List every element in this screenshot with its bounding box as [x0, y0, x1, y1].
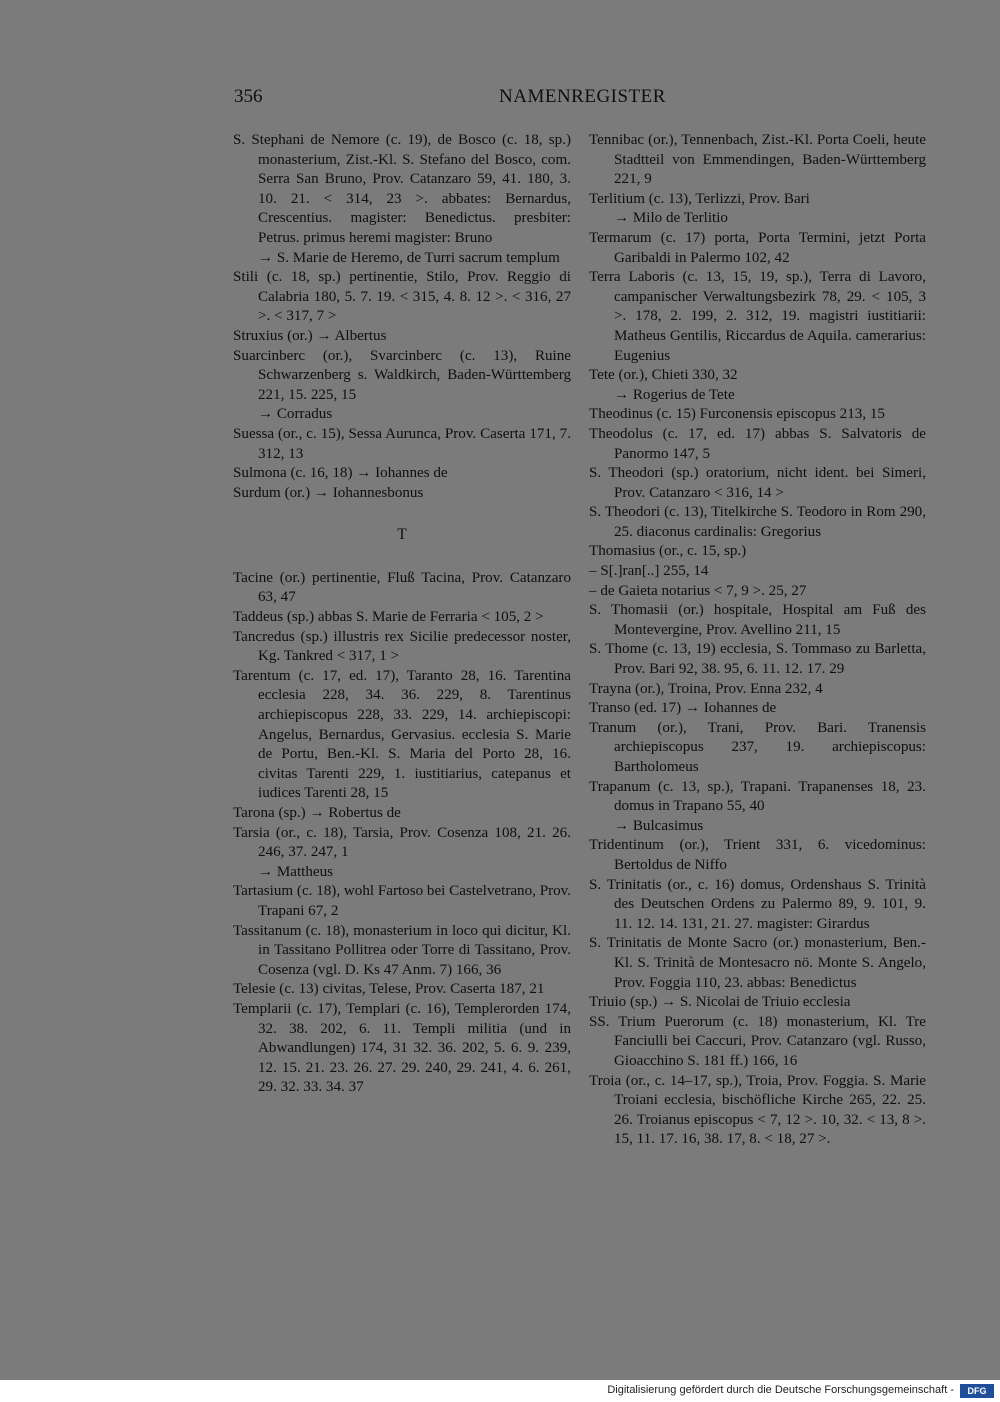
index-entry: S. Thome (c. 13, 19) ecclesia, S. Tommaso zu Barletta, Prov. Bari 92, 38. 95, 6. 11. 12. 17. 29: [589, 641, 926, 678]
index-entry: Surdum (or.) → Iohannesbonus: [233, 484, 424, 501]
index-entry: Triuio (sp.) → S. Nicolai de Triuio ecclesia: [589, 994, 851, 1011]
cross-reference: → Mattheus: [258, 863, 334, 880]
cross-reference: → Rogerius de Tete: [614, 386, 735, 403]
index-entry: SS. Trium Puerorum (c. 18) monasterium, Kl. Tre Fanciulli bei Caccuri, Prov. Catanzaro (vgl. Russo, Gioacchino S. 181 ff.) 166, 16: [589, 1013, 926, 1069]
index-entry: Troia (or., c. 14–17, sp.), Troia, Prov. Foggia. S. Marie Troiani ecclesia, bischöfliche Kirche 265, 22. 25. 26. Troianus episcopus < 7, 12 >. 10, 32. < 13, 8 >. 15, 11. 17. 16, 38. 17, 8. < 18, 27 >.: [589, 1072, 926, 1148]
funding-notice: Digitalisierung gefördert durch die Deutsche Forschungsgemeinschaft -: [607, 1384, 954, 1396]
index-entry: Terlitium (c. 13), Terlizzi, Prov. Bari: [589, 190, 810, 207]
cross-reference: → Milo de Terlitio: [614, 210, 728, 227]
right-column: [589, 131, 926, 1150]
index-entry: S. Trinitatis (or., c. 16) domus, Ordenshaus S. Trinità des Deutschen Ordens zu Palermo 89, 9. 101, 9. 11. 12. 14. 131, 21. 27. magister: Girardus: [589, 876, 926, 932]
index-entry: Tartasium (c. 18), wohl Fartoso bei Castelvetrano, Prov. Trapani 67, 2: [233, 883, 571, 919]
running-head: NAMENREGISTER: [499, 86, 666, 107]
index-entry: Tridentinum (or.), Trient 331, 6. vicedominus: Bertoldus de Niffo: [589, 837, 926, 873]
index-entry: Terra Laboris (c. 13, 15, 19, sp.), Terra di Lavoro, campanischer Verwaltungsbezirk 78, 29. < 105, 3 >. 178, 2. 199, 2. 312, 19. magistri iustitiarii: Matheus Gentilis, Riccardus de Aquila. camerarius: Eugenius: [589, 269, 926, 364]
sub-entry: – de Gaieta notarius < 7, 9 >. 25, 27: [589, 582, 807, 599]
index-entry: Tancredus (sp.) illustris rex Sicilie predecessor noster, Kg. Tankred < 317, 1 >: [233, 628, 571, 665]
index-entry: Tarona (sp.) → Robertus de: [233, 805, 401, 821]
index-entry: Termarum (c. 17) porta, Porta Termini, jetzt Porta Garibaldi in Palermo 102, 42: [589, 229, 926, 266]
index-entry: Thomasius (or., c. 15, sp.): [589, 543, 747, 560]
index-entry: Struxius (or.) → Albertus: [233, 327, 387, 344]
index-entry: Theodinus (c. 15) Furconensis episcopus 213, 15: [589, 406, 885, 423]
index-entry: Tacine (or.) pertinentie, Fluß Tacina, Prov. Catanzaro 63, 47: [233, 569, 571, 606]
index-entry: Tarsia (or., c. 18), Tarsia, Prov. Cosenza 108, 21. 26. 246, 37. 247, 1: [233, 824, 571, 861]
left-column: [233, 131, 571, 1098]
index-entry: Templarii (c. 17), Templari (c. 16), Templerorden 174, 32. 38. 202, 6. 11. Templi militia (und in Abwandlungen) 174, 31 32. 36. 202, 5. 6. 9. 239, 12. 15. 21. 23. 26. 27. 29. 240, 29. 241, 4. 6. 261, 29. 32. 33. 34. 37: [233, 1000, 571, 1096]
index-entry: Theodolus (c. 17, ed. 17) abbas S. Salvatoris de Panormo 147, 5: [589, 425, 926, 462]
index-entry: Taddeus (sp.) abbas S. Marie de Ferraria < 105, 2 >: [233, 609, 544, 626]
cross-reference: → Bulcasimus: [614, 817, 704, 834]
index-entry: S. Thomasii (or.) hospitale, Hospital am Fuß des Montevergine, Prov. Avellino 211, 15: [589, 602, 926, 638]
index-entry: Tranum (or.), Trani, Prov. Bari. Tranensis archiepiscopus 237, 19. archiepiscopus: Bartholomeus: [589, 719, 926, 775]
sub-entry: – S[.]ran[..] 255, 14: [589, 563, 709, 580]
index-entry: Trayna (or.), Troina, Prov. Enna 232, 4: [589, 680, 823, 697]
index-entry: S. Theodori (c. 13), Titelkirche S. Teodoro in Rom 290, 25. diaconus cardinalis: Gregorius: [589, 504, 926, 540]
index-entry: Telesie (c. 13) civitas, Telese, Prov. Caserta 187, 21: [233, 981, 545, 998]
footer-bar: [0, 1380, 1000, 1402]
section-letter: T: [397, 526, 407, 544]
cross-reference: → Corradus: [258, 406, 333, 423]
index-entry: Tarentum (c. 17, ed. 17), Taranto 28, 16. Tarentina ecclesia 228, 34. 36. 229, 8. Tarentinus archiepiscopus 228, 33. 229, 14. archiepiscopi: Angelus, Bernardus, Gervasius. ecclesia S. Marie de Portu, Ben.-Kl. S. Maria del Porto 28, 16. civitas Tarenti 229, 1. iustitiarius, catepanus et iudices Tarenti 28, 15: [233, 667, 571, 802]
index-entry: Tassitanum (c. 18), monasterium in loco qui dicitur, Kl. in Tassitano Pollitrea oder Torre di Tassitano, Prov. Cosenza (vgl. D. Ks 47 Anm. 7) 166, 36: [233, 922, 571, 978]
index-entry: Sulmona (c. 16, 18) → Iohannes de: [233, 465, 448, 482]
page-number: 356: [234, 86, 263, 107]
index-entry: Tete (or.), Chieti 330, 32: [589, 367, 738, 384]
index-entry: Tennibac (or.), Tennenbach, Zist.-Kl. Porta Coeli, heute Stadtteil von Emmendingen, Baden-Württemberg 221, 9: [589, 132, 926, 188]
index-entry: Suarcinberc (or.), Svarcinberc (c. 13), Ruine Schwarzenberg s. Waldkirch, Baden-Württemberg 221, 15. 225, 15: [233, 347, 571, 403]
index-entry: S. Theodori (sp.) oratorium, nicht ident. bei Simeri, Prov. Catanzaro < 316, 14 >: [589, 465, 926, 501]
index-entry: S. Trinitatis de Monte Sacro (or.) monasterium, Ben.-Kl. S. Trinità de Montesacro nö. Monte S. Angelo, Prov. Foggia 110, 23. abbas: Benedictus: [589, 935, 926, 991]
index-entry: Suessa (or., c. 15), Sessa Aurunca, Prov. Caserta 171, 7. 312, 13: [233, 425, 571, 462]
cross-reference: → S. Marie de Heremo, de Turri sacrum templum: [258, 249, 560, 266]
index-entry: Stili (c. 18, sp.) pertinentie, Stilo, Prov. Reggio di Calabria 180, 5. 7. 19. < 315, 4. 8. 12 >. < 316, 27 >. < 317, 7 >: [233, 269, 571, 325]
index-entry: S. Stephani de Nemore (c. 19), de Bosco (c. 18, sp.) monasterium, Zist.-Kl. S. Stefano del Bosco, com. Serra San Bruno, Prov. Catanzaro 59, 41. 180, 3. 10. 21. < 314, 23 >. abbates: Bernardus, Crescentius. magister: Benedictus. presbiter: Petrus. primus heremi magister: Bruno: [233, 132, 571, 246]
dfg-logo: DFG: [960, 1384, 994, 1398]
index-entry: Transo (ed. 17) → Iohannes de: [589, 700, 777, 717]
index-entry: Trapanum (c. 13, sp.), Trapani. Trapanenses 18, 23. domus in Trapano 55, 40: [589, 778, 926, 815]
